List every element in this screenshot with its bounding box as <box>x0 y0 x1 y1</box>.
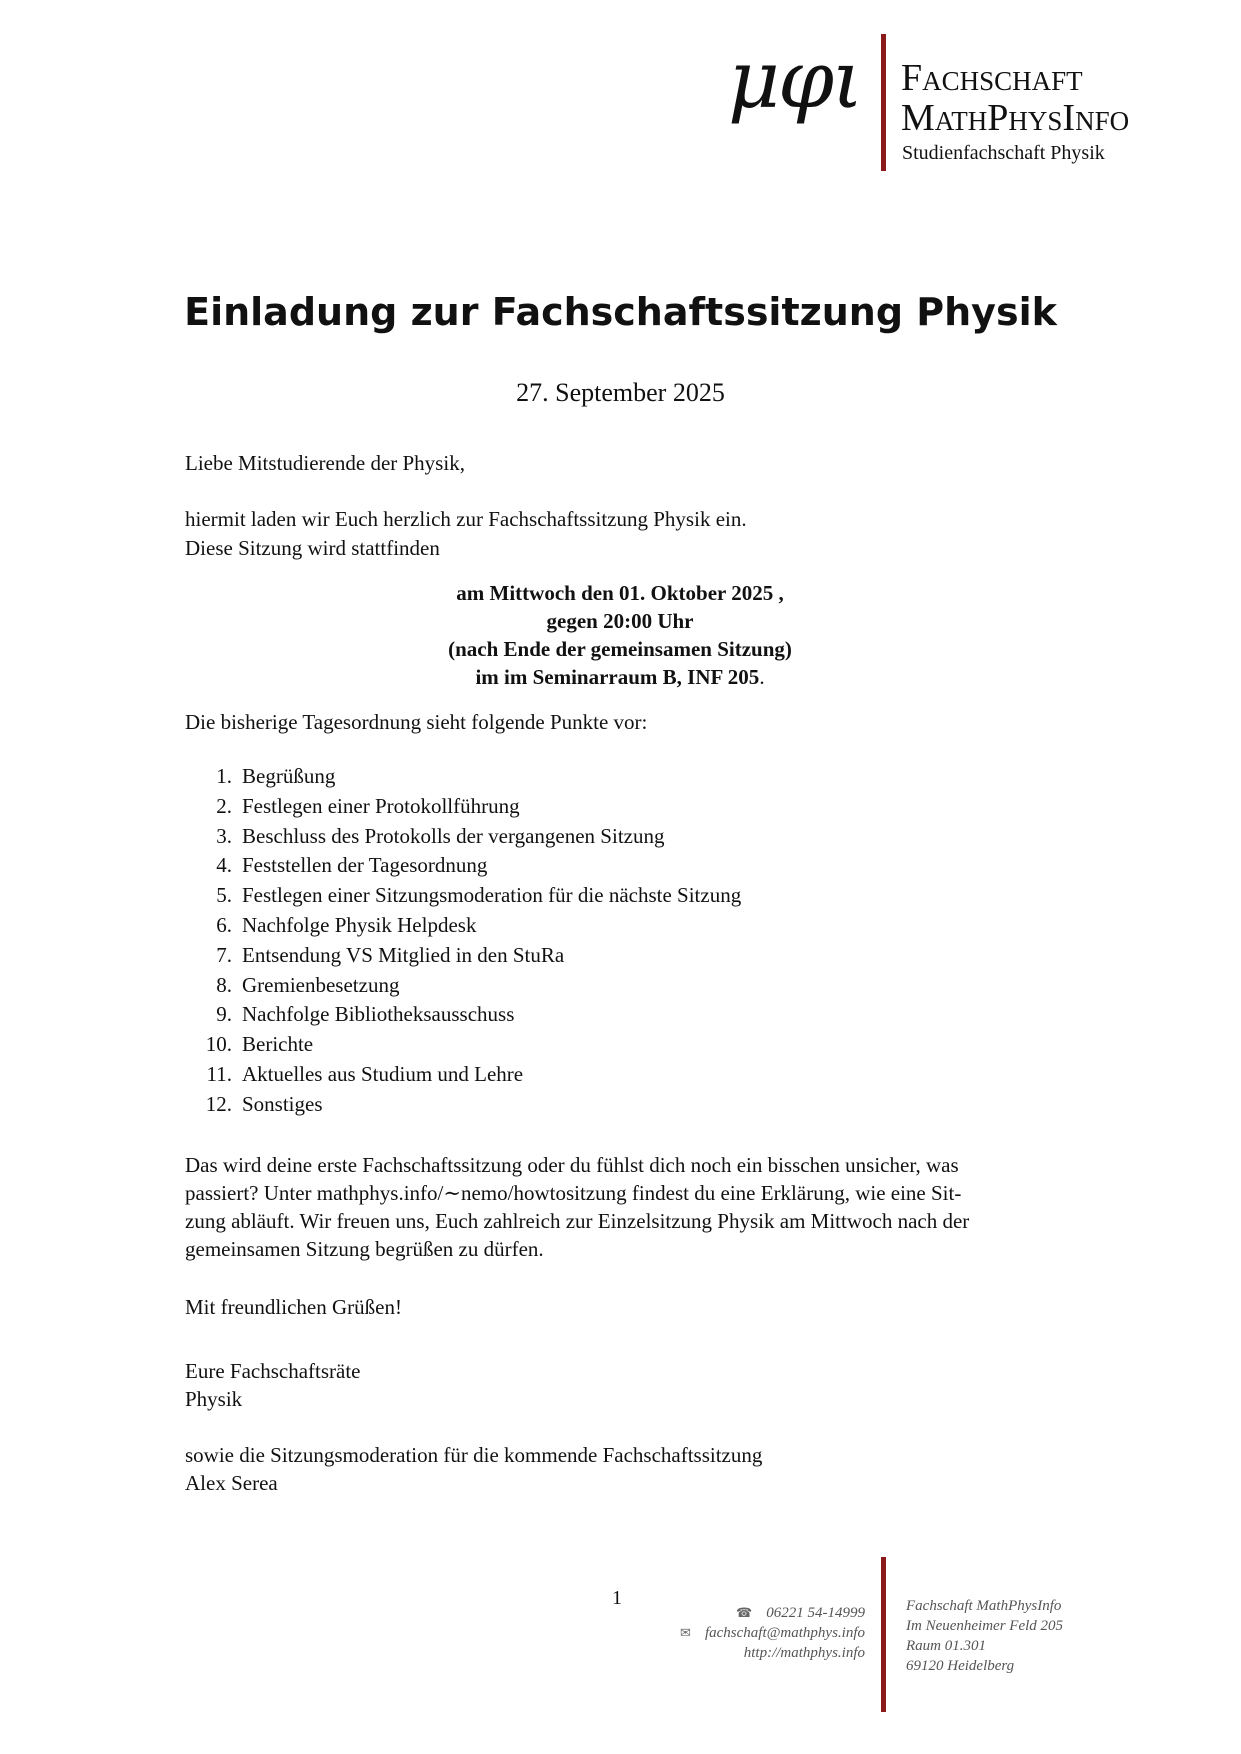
agenda-item <box>185 1030 1055 1060</box>
page-number: 1 <box>612 1587 622 1609</box>
agenda-item-text: Berichte <box>242 1032 314 1057</box>
moderation <box>185 1441 1055 1497</box>
logo-divider-bar <box>881 34 886 171</box>
footer-phone: 06221 54-14999 <box>766 1605 865 1621</box>
meeting-location-period: . <box>759 665 765 689</box>
meeting-note-line: (nach Ende der gemeinsamen Sitzung) <box>448 637 792 661</box>
greeting <box>185 449 1055 478</box>
org-subtitle: Studienfachschaft Physik <box>902 142 1105 164</box>
agenda-item <box>185 762 1055 792</box>
intro-paragraph <box>185 505 1055 563</box>
org-name <box>901 58 1129 138</box>
agenda-item-number: 4. <box>216 853 232 878</box>
footer-address <box>906 1596 1063 1676</box>
agenda-item <box>185 881 1055 911</box>
agenda-item-text: Nachfolge Physik Helpdesk <box>242 912 477 937</box>
regards-text: Mit freundlichen Grüßen! <box>185 1295 402 1319</box>
agenda-item <box>185 911 1055 941</box>
agenda-item-number: 6. <box>216 912 232 937</box>
agenda-item-text: Beschluss des Protokolls der vergangenen Sitzung <box>242 823 665 848</box>
moderation-line: sowie die Sitzungsmoderation für die kommende Fachschaftssitzung <box>185 1443 763 1467</box>
footer-phone-row <box>600 1603 865 1623</box>
agenda-list <box>185 762 1055 1120</box>
phone-icon: ☎ <box>736 1605 753 1620</box>
agenda-item-number: 2. <box>216 793 232 818</box>
agenda-item-number: 12. <box>205 1091 232 1116</box>
footer-website[interactable]: http://mathphys.info <box>743 1645 865 1661</box>
agenda-intro <box>185 708 1055 737</box>
agenda-item-text: Feststellen der Tagesordnung <box>242 853 488 878</box>
footer-address-line3: Raum 01.301 <box>906 1638 986 1654</box>
agenda-item <box>185 1000 1055 1030</box>
footer-address-line4: 69120 Heidelberg <box>906 1658 1015 1674</box>
info-line4: gemeinsamen Sitzung begrüßen zu dürfen. <box>185 1237 544 1261</box>
agenda-item-number: 3. <box>216 823 232 848</box>
meeting-time-line: gegen 20:00 Uhr <box>546 609 694 633</box>
signature-line2: Physik <box>185 1387 243 1411</box>
footer-email-row <box>600 1623 865 1643</box>
agenda-item-number: 7. <box>216 942 232 967</box>
agenda-item-number: 1. <box>216 764 232 788</box>
agenda-item-number: 11. <box>206 1061 232 1086</box>
agenda-item-number: 8. <box>216 972 232 997</box>
agenda-item <box>185 941 1055 971</box>
footer-address-line1: Fachschaft MathPhysInfo <box>906 1598 1062 1614</box>
footer-contact <box>600 1603 865 1663</box>
document-title: Einladung zur Fachschaftssitzung Physik <box>184 290 1057 334</box>
meeting-date-line: am Mittwoch den 01. Oktober 2025 , <box>456 581 784 605</box>
regards <box>185 1293 1055 1321</box>
agenda-item-text: Festlegen einer Protokollführung <box>242 793 520 818</box>
info-line1: Das wird deine erste Fachschaftssitzung oder du fühlst dich noch ein bisschen unsicher, was <box>185 1153 959 1177</box>
signature <box>185 1357 1055 1413</box>
info-line3: zung abläuft. Wir freuen uns, Euch zahlreich zur Einzelsitzung Physik am Mittwoch nach der <box>185 1209 970 1233</box>
org-name-line1: Fachschaft <box>901 57 1083 99</box>
agenda-intro-text: Die bisherige Tagesordnung sieht folgende Punkte vor: <box>185 710 648 734</box>
agenda-item-text: Entsendung VS Mitglied in den StuRa <box>242 942 565 967</box>
agenda-item-text: Festlegen einer Sitzungsmoderation für die nächste Sitzung <box>242 883 742 908</box>
meeting-details <box>185 579 1055 691</box>
moderator-name: Alex Serea <box>185 1471 278 1495</box>
agenda-item-text: Nachfolge Bibliotheksausschuss <box>242 1002 515 1027</box>
info-paragraph <box>185 1151 1055 1263</box>
agenda-item-number: 10. <box>205 1032 232 1057</box>
agenda-item <box>185 851 1055 881</box>
agenda-item <box>185 1060 1055 1090</box>
signature-line1: Eure Fachschaftsräte <box>185 1359 361 1383</box>
logo-mark: μφι <box>728 33 862 126</box>
agenda-item <box>185 822 1055 852</box>
agenda-item <box>185 1090 1055 1120</box>
footer-email[interactable]: fachschaft@mathphys.info <box>704 1625 865 1641</box>
footer-website-row <box>600 1643 865 1663</box>
agenda-item-text: Sonstiges <box>242 1091 323 1116</box>
intro-line1: hiermit laden wir Euch herzlich zur Fachschaftssitzung Physik ein. <box>185 507 747 531</box>
agenda-item-text: Begrüßung <box>242 764 336 788</box>
footer-divider-bar <box>881 1557 886 1712</box>
agenda-item <box>185 792 1055 822</box>
info-line2: passiert? Unter mathphys.info/∼nemo/howtositzung findest du eine Erklärung, wie eine Sit- <box>185 1181 962 1205</box>
agenda-item-text: Aktuelles aus Studium und Lehre <box>242 1061 524 1086</box>
agenda-item-number: 5. <box>216 883 232 908</box>
agenda-item-number: 9. <box>216 1002 232 1027</box>
intro-line2: Diese Sitzung wird stattfinden <box>185 536 440 560</box>
agenda-item <box>185 971 1055 1001</box>
agenda-item-text: Gremienbesetzung <box>242 972 400 997</box>
greeting-text: Liebe Mitstudierende der Physik, <box>185 451 465 475</box>
document-date: 27. September 2025 <box>516 378 725 407</box>
org-name-line2: MathPhysInfo <box>901 97 1130 139</box>
envelope-icon: ✉ <box>680 1625 691 1640</box>
meeting-location: im im Seminarraum B, INF 205 <box>475 665 760 689</box>
footer-address-line2: Im Neuenheimer Feld 205 <box>906 1618 1064 1634</box>
meeting-location-line <box>185 663 1055 691</box>
